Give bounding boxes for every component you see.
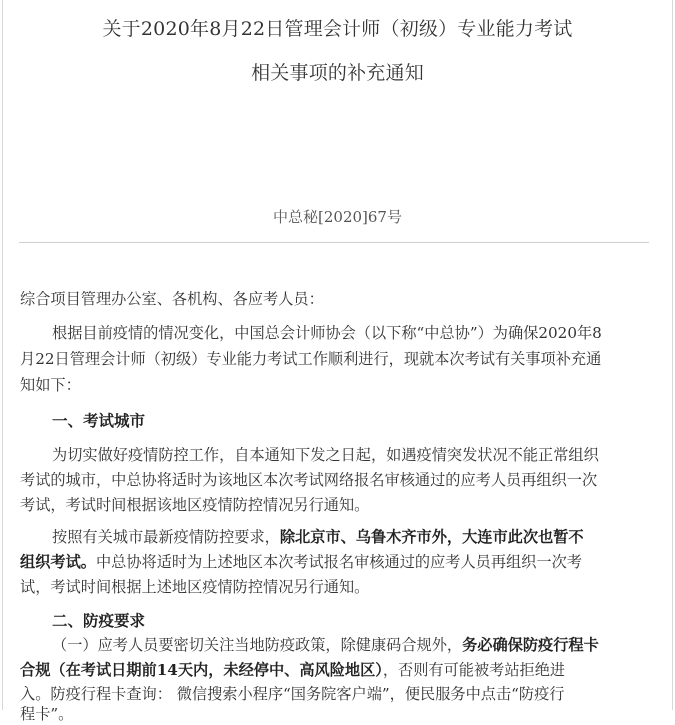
section2-para1-line <box>20 659 565 681</box>
para-text: 中总协将适时为上述地区本次考试报名审核通过的应考人员再组织一次考 <box>95 553 582 571</box>
para-text: （一）应考人员要密切关注当地防疫政策，除健康码合规外， <box>52 636 463 654</box>
para-bold-text: 务必确保防疫行程卡 <box>462 636 599 654</box>
title-line-1: 关于2020年8月22日管理会计师（初级）专业能力考试 <box>102 18 573 40</box>
para-bold-text: 合规（在考试日期前14天内，未经停中、高风险地区） <box>20 661 383 679</box>
intro-line: 根据目前疫情的情况变化，中国总会计师协会（以下称“中总协”）为确保2020年8 <box>52 324 602 342</box>
intro-line: 月22日管理会计师（初级）专业能力考试工作顺利进行，现就本次考试有关事项补充通 <box>20 350 602 368</box>
para-bold-text: 组织考试。 <box>20 553 96 571</box>
divider <box>19 242 649 243</box>
section2-para1-line: 程卡”。 <box>20 705 74 723</box>
section-heading-exam-cities: 一、考试城市 <box>52 411 146 430</box>
section-heading-prevention: 二、防疫要求 <box>52 611 146 630</box>
section2-para1-line: 入。防疫行程卡查询： 微信搜索小程序“国务院客户端”，便民服务中点击“防疫行 <box>20 685 565 703</box>
section1-para1-line: 为切实做好疫情防控工作，自本通知下发之日起，如遇疫情突发状况不能正常组织 <box>52 446 599 464</box>
para-text: 按照有关城市最新疫情防控要求， <box>52 528 280 546</box>
para-text: ，否则有可能被考站拒绝进 <box>382 661 566 679</box>
title-line-2: 相关事项的补充通知 <box>251 62 424 84</box>
document-number: 中总秘[2020]67号 <box>273 208 402 226</box>
section1-para2-line <box>52 526 584 548</box>
section1-para1-line: 考试的城市，中总协将适时为该地区本次考试网络报名审核通过的应考人员再组织一次 <box>20 471 598 489</box>
intro-line: 知如下： <box>20 376 81 394</box>
para-bold-text: 除北京市、乌鲁木齐市外，大连市此次也暂不 <box>279 528 584 546</box>
section1-para2-line <box>20 551 582 573</box>
section1-para1-line: 考试，考试时间根据该地区疫情防控情况另行通知。 <box>20 496 370 514</box>
section2-para1-line <box>52 634 599 656</box>
salutation: 综合项目管理办公室、各机构、各应考人员： <box>20 290 324 308</box>
section1-para2-line: 试，考试时间根据上述地区疫情防控情况另行通知。 <box>20 578 370 596</box>
